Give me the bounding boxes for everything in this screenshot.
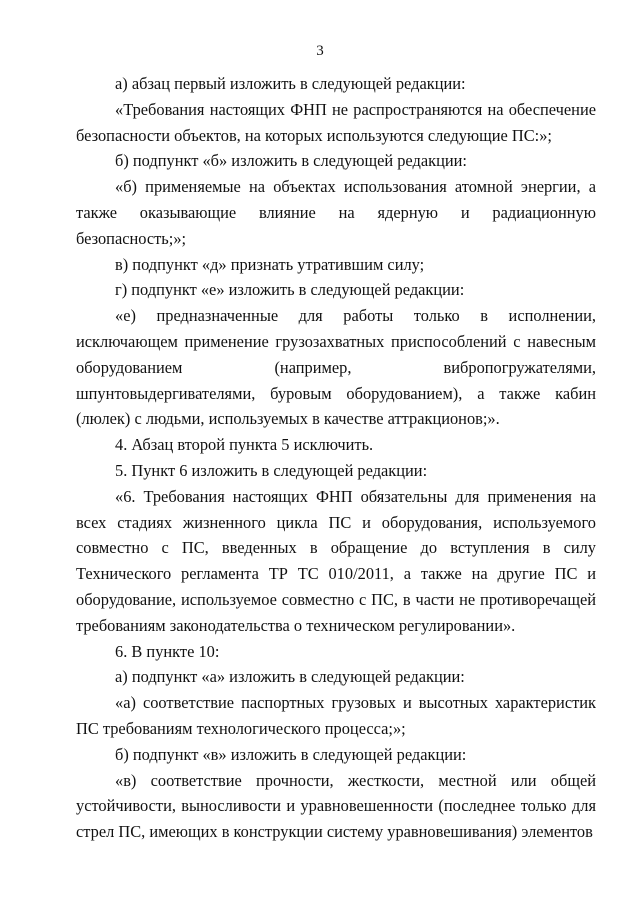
paragraph-amend-v: в) подпункт «д» признать утратившим силу; [115,254,425,274]
paragraph-item-4: 4. Абзац второй пункта 5 исключить. [115,435,374,455]
page-number: 3 [316,43,324,59]
paragraph-quote-e: «е) предназначенные для работы только в исполнении, исключающем применение грузозахватных приспособлений с навесным оборудованием (например, вибропогружателями, шпунтовыдергивателями, буровым оборудованием), а также кабин (люлек) с людьми, используемых в качестве аттракционов;». [76,306,596,429]
paragraph-item-5: 5. Пункт 6 изложить в следующей редакции: [115,460,428,480]
paragraph-quote-requirements: «Требования настоящих ФНП не распространяются на обеспечение безопасности объектов, на которых используются следующие ПС:»; [76,99,596,145]
paragraph-quote-v: «в) соответствие прочности, жесткости, местной или общей устойчивости, выносливости и уравновешенности (последнее только для стрел ПС, имеющих в конструкции систему уравновешивания) элементов [76,770,596,842]
paragraph-amend-a: а) абзац первый изложить в следующей редакции: [115,74,466,93]
paragraph-item-6: 6. В пункте 10: [115,641,220,661]
paragraph-amend-b: б) подпункт «б» изложить в следующей редакции: [115,151,467,171]
paragraph-quote-b: «б) применяемые на объектах использования атомной энергии, а также оказывающие влияние на ядерную и радиационную безопасность;»; [76,177,596,248]
paragraph-quote-a: «а) соответствие паспортных грузовых и высотных характеристик ПС требованиям технологического процесса;»; [76,693,596,738]
paragraph-item-6-b: б) подпункт «в» изложить в следующей редакции: [115,744,467,764]
paragraph-item-6-a: а) подпункт «а» изложить в следующей редакции: [115,667,465,687]
document-body [76,71,596,845]
paragraph-amend-g: г) подпункт «е» изложить в следующей редакции: [115,280,465,300]
paragraph-quote-6: «6. Требования настоящих ФНП обязательны для применения на всех стадиях жизненного цикла ПС и оборудования, используемого совместно с ПС, введенных в обращение до вступления в силу Технического регламента ТР ТС 010/2011, а также на другие ПС и оборудование, используемое совместно с ПС, в части не противоречащей требованиям законодательства о техническом регулировании». [76,486,596,635]
